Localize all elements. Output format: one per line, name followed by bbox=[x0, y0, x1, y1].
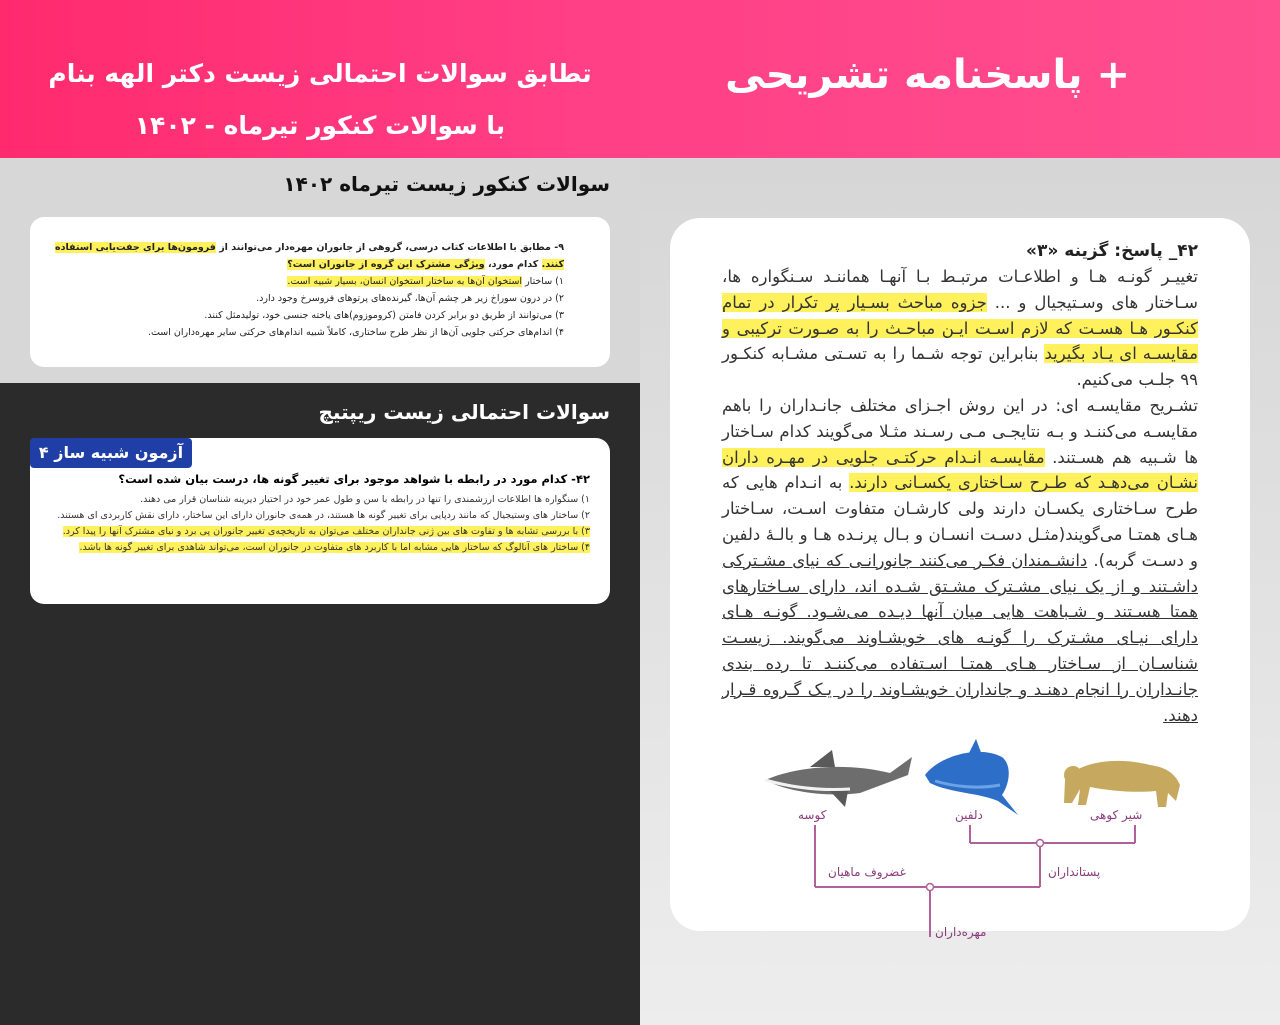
answer-highlight: جزوه مباحث بسـیار پر تکرار در تمام کنکـور هـا هسـت که لازم اسـت ایـن مباحـث را به صـورت ترکیبی و مقایسـه ای یـاد بگیرید bbox=[722, 292, 1198, 364]
tree-branches bbox=[815, 825, 1135, 937]
konkur-section-title: سوالات کنکور زیست تیرماه ۱۴۰۲ bbox=[283, 172, 610, 196]
answer-text: به انـدام هایی که طرح سـاختاری یکسـان دارند ولی کارشـان متفاوت اسـت، سـاختار هـای همتـا می‌گویند(مثـل دسـت انسـان و بـال پرنـده هـا و بالـهٔ دلفین و دسـت گربه). bbox=[722, 473, 1198, 570]
answer-sheet-title: + پاسخنامه تشریحی bbox=[725, 52, 1130, 98]
option-highlight: ۴) ساختار های آنالوگ که ساختار هایی مشابه اما با کاربرد های متفاوت در جانوران است، می‌تواند شاهدی برای تغییر گونه ها باشد. bbox=[79, 542, 590, 553]
answer-heading: ۴۲_ پاسخ: گزینه «۳» bbox=[1025, 241, 1198, 261]
label-vertebrates: مهره‌داران bbox=[935, 925, 987, 939]
label-mammals: پستانداران bbox=[1048, 865, 1101, 879]
ripitich-option-2: ۲) ساختار های وستیجیال که مانند ردپایی برای تغییر گونه ها هستند، در همه‌ی جانوران دارای این ساختار، دارای نقش کاربردی ای هستند. bbox=[57, 510, 590, 521]
match-title-line2: با سوالات کنکور تیرماه - ۱۴۰۲ bbox=[134, 111, 506, 140]
match-title-line1: تطابق سوالات احتمالی زیست دکتر الهه بنام bbox=[48, 59, 592, 88]
stem-highlight: فرومون‌ها برای جفت‌یابی استفاده کنند. bbox=[54, 242, 564, 270]
answer-text: تشـریح مقایسـه ای: در این روش اجـزای مختلف جانـداران را باهم مقایسـه می‌کننـد و بـه نتایجـی مـی رسـند مثـلا می‌گویند کدام سـاختار ها شـبیه هم هسـتند. bbox=[722, 395, 1198, 467]
ripitich-option-3 bbox=[42, 524, 590, 540]
ripitich-option-1: ۱) سنگواره ها اطلاعات ارزشمندی را تنها در رابطه با سن و طول عمر خود در اختیار دیرینه شناسان قرار می دهند. bbox=[140, 494, 590, 505]
stem-part: مطابق با اطلاعات کتاب درسی، گروهی از جانوران مهره‌دار می‌توانند از bbox=[215, 242, 551, 253]
konkur-option-3: ۳) می‌توانند از طریق دو برابر کردن فامتن (کروموزوم)های یاخته جنسی خود، تولیدمثل کنند. bbox=[204, 310, 564, 321]
answer-highlight: مقایسـه انـدام حرکتـی جلویی در مهـره داران نشـان می‌دهـد که طـرح سـاختاری یکسـانی دارند. bbox=[722, 447, 1198, 493]
question-number: ۹- bbox=[554, 242, 564, 253]
option-highlight: ۳) با بررسی تشابه ها و تفاوت های بین ژنی جانداران مختلف می‌توان به تاریخچه‌ی تغییر جانوران پی برد و نیای مشترک آنها را پیدا کرد. bbox=[62, 526, 590, 537]
option-text: ۱) ساختار bbox=[522, 276, 564, 287]
header-banner bbox=[0, 0, 1280, 158]
stem-highlight: ویژگی مشترک این گروه از جانوران است؟ bbox=[287, 259, 485, 270]
label-dolphin: دلفین bbox=[955, 808, 983, 822]
match-title bbox=[40, 48, 600, 152]
answer-text: تغییـر گونـه هـا و اطلاعـات مرتبـط بـا آنهـا هماننـد سـنگواره ها، سـاختار های وسـتیجیال و ... bbox=[722, 267, 1199, 312]
label-lion: شیر کوهی bbox=[1090, 808, 1143, 822]
answer-text: بنابراین توجه شـما را به تسـتی مشـابه کنکـور ۹۹ جلـب می‌کنیم. bbox=[722, 344, 1198, 390]
ripitich-option-4 bbox=[42, 540, 590, 556]
answer-paragraph-1 bbox=[722, 264, 1198, 393]
dolphin-icon bbox=[925, 739, 1018, 815]
konkur-question-card bbox=[30, 217, 610, 367]
ripitich-question-stem: ۴۲- کدام مورد در رابطه با شواهد موجود برای تغییر گونه ها، درست بیان شده است؟ bbox=[118, 472, 590, 486]
tree-illustration bbox=[740, 735, 1200, 950]
mountain-lion-icon bbox=[1064, 761, 1180, 807]
simulator-exam-badge: آزمون شبیه ساز ۴ bbox=[30, 438, 192, 468]
konkur-option-4: ۴) اندام‌های حرکتی جلویی آن‌ها از نظر طرح ساختاری، کاملاً شبیه اندام‌های حرکتی سایر مهره‌داران است. bbox=[147, 327, 564, 338]
label-shark: کوسه bbox=[798, 808, 827, 822]
konkur-question-stem bbox=[48, 239, 564, 273]
answer-underlined: دانشـمندان فکـر می‌کنند جانورانـی که نیای مشـترکی داشـتند و از یک نیای مشـترک مشـتق شـده اند، دارای سـاختارهای همتا هسـتند و شـباهت هایی میان آنها دیـده می‌شـود. گونـه هـای دارای نیـای مشـترک را گونـه های خویشـاوند می‌گویند. زیسـت شناسـان از سـاختار هـای همتـا اسـتفاده می‌کننـد تا رده بندی جانـداران را انجام دهنـد و جانداران خویشـاوند را در یـک گـروه قـرار دهند. bbox=[722, 550, 1198, 725]
konkur-option-2: ۲) در درون سوراخ زیر هر چشم آن‌ها، گیرنده‌های پرتوهای فروسرخ وجود دارد. bbox=[256, 293, 564, 304]
option-highlight: استخوان آن‌ها به ساختار استخوان انسان، بسیار شبیه است. bbox=[287, 276, 523, 287]
stem-part: کدام مورد، bbox=[484, 259, 542, 270]
answer-paragraph-2 bbox=[722, 393, 1198, 728]
ripitich-section-title: سوالات احتمالی زیست ریپتیچ bbox=[318, 400, 610, 424]
phylogenetic-tree bbox=[740, 735, 1200, 950]
shark-icon bbox=[765, 750, 912, 807]
label-cartilaginous: غضروف ماهیان bbox=[828, 865, 906, 879]
konkur-option-1 bbox=[48, 273, 564, 290]
